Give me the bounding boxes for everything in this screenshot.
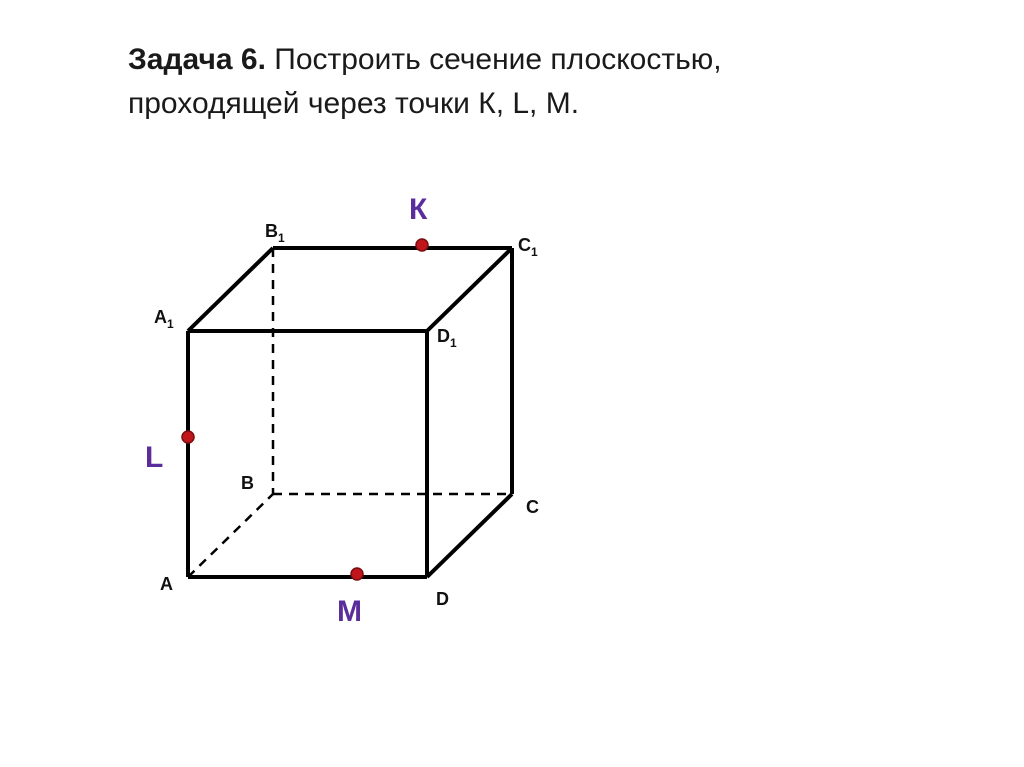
point-label-m: M (337, 595, 362, 628)
vertex-label-c: C (526, 497, 539, 517)
point-k-marker (416, 239, 428, 251)
edge-c1d1 (427, 248, 512, 331)
task-statement: Построить сечение плоскостью, проходящей через точки К, L, M. (128, 43, 722, 120)
vertex-label-a: A (160, 574, 173, 594)
edge-a1b1 (188, 248, 273, 331)
task-number: Задача 6. (128, 43, 266, 76)
vertex-label-d: D (436, 589, 449, 609)
point-m-marker (351, 568, 363, 580)
vertex-label-d1: $D_1$ (437, 326, 457, 350)
edge-dc (427, 494, 512, 577)
edge-ab-hidden (188, 494, 273, 577)
vertex-label-a1: $A_1$ (154, 307, 174, 331)
vertex-label-c1: $C_1$ (518, 235, 538, 259)
point-label-k: К (409, 193, 428, 226)
vertex-label-b: B (241, 473, 254, 493)
point-l-marker (182, 431, 194, 443)
vertex-label-b1: $B_1$ (265, 221, 285, 245)
point-label-l: L (145, 441, 164, 474)
